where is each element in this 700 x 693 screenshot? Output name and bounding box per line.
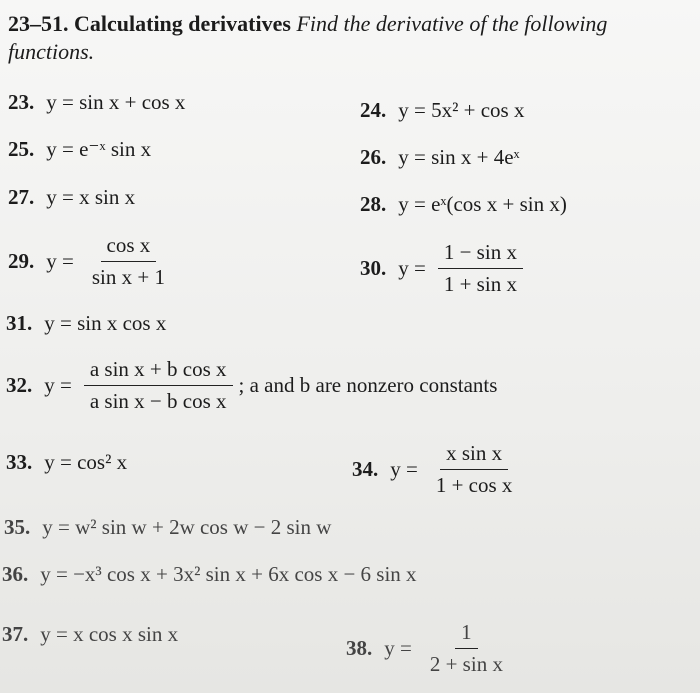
problem-24 [360, 98, 524, 123]
problem-number: 27. [8, 185, 35, 209]
problem-38 [346, 620, 509, 677]
problem-31 [6, 311, 166, 336]
numerator: cos x [101, 233, 157, 262]
problem-36 [2, 562, 417, 587]
section-title: 23–51. Calculating derivatives [8, 11, 291, 36]
problem-expression: y = w² sin w + 2w cos w − 2 sin w [42, 515, 332, 539]
problem-number: 37. [2, 622, 29, 646]
fraction [424, 620, 509, 677]
problem-number: 33. [6, 450, 33, 474]
problem-expression: y = eˣ(cos x + sin x) [398, 192, 567, 216]
problem-28 [360, 192, 567, 217]
problem-32 [6, 357, 497, 414]
problem-number: 23. [8, 90, 35, 114]
problem-34 [352, 441, 518, 498]
problem-30 [360, 240, 523, 297]
problem-lhs: y = [398, 256, 426, 280]
problem-29 [8, 233, 171, 290]
problem-expression: y = cos² x [44, 450, 128, 474]
fraction [86, 233, 171, 290]
numerator: x sin x [440, 441, 508, 470]
denominator: 2 + sin x [429, 652, 503, 676]
denominator: a sin x − b cos x [89, 389, 227, 413]
problem-number: 35. [4, 515, 31, 539]
problem-23 [8, 90, 185, 115]
problem-number: 36. [2, 562, 29, 586]
fraction [84, 357, 233, 414]
problem-number: 38. [346, 636, 373, 660]
problem-26 [360, 145, 520, 170]
fraction [430, 441, 519, 498]
problem-lhs: y = [390, 457, 418, 481]
numerator: a sin x + b cos x [84, 357, 233, 386]
numerator: 1 − sin x [438, 240, 523, 269]
problem-number: 31. [6, 311, 33, 335]
problem-27 [8, 185, 135, 210]
denominator: 1 + cos x [435, 473, 513, 497]
fraction [438, 240, 523, 297]
problem-expression: y = x sin x [46, 185, 136, 209]
problem-lhs: y = [46, 249, 74, 273]
problem-35 [4, 515, 331, 540]
problem-37 [2, 622, 178, 647]
denominator: sin x + 1 [91, 265, 165, 289]
denominator: 1 + sin x [443, 272, 517, 296]
problem-number: 25. [8, 137, 35, 161]
problem-expression: y = −x³ cos x + 3x² sin x + 6x cos x − 6 sin x [40, 562, 417, 586]
problem-expression: y = sin x + 4eˣ [398, 145, 520, 169]
problem-number: 29. [8, 249, 35, 273]
problem-lhs: y = [384, 636, 412, 660]
problem-expression: y = 5x² + cos x [398, 98, 525, 122]
numerator: 1 [455, 620, 478, 649]
problem-condition: ; a and b are nonzero constants [238, 373, 498, 397]
problem-expression: y = sin x + cos x [46, 90, 186, 114]
problem-number: 32. [6, 373, 33, 397]
problem-number: 34. [352, 457, 379, 481]
problem-number: 26. [360, 145, 387, 169]
problem-expression: y = sin x cos x [44, 311, 167, 335]
problem-lhs: y = [44, 373, 72, 397]
problem-33 [6, 450, 127, 475]
problem-expression: y = x cos x sin x [40, 622, 179, 646]
problem-expression: y = e⁻ˣ sin x [46, 137, 152, 161]
problem-25 [8, 137, 151, 162]
section-instruction: Find the derivative of the following functions. [8, 11, 608, 64]
problem-number: 28. [360, 192, 387, 216]
problem-number: 30. [360, 256, 387, 280]
problem-number: 24. [360, 98, 387, 122]
section-header [8, 10, 696, 66]
